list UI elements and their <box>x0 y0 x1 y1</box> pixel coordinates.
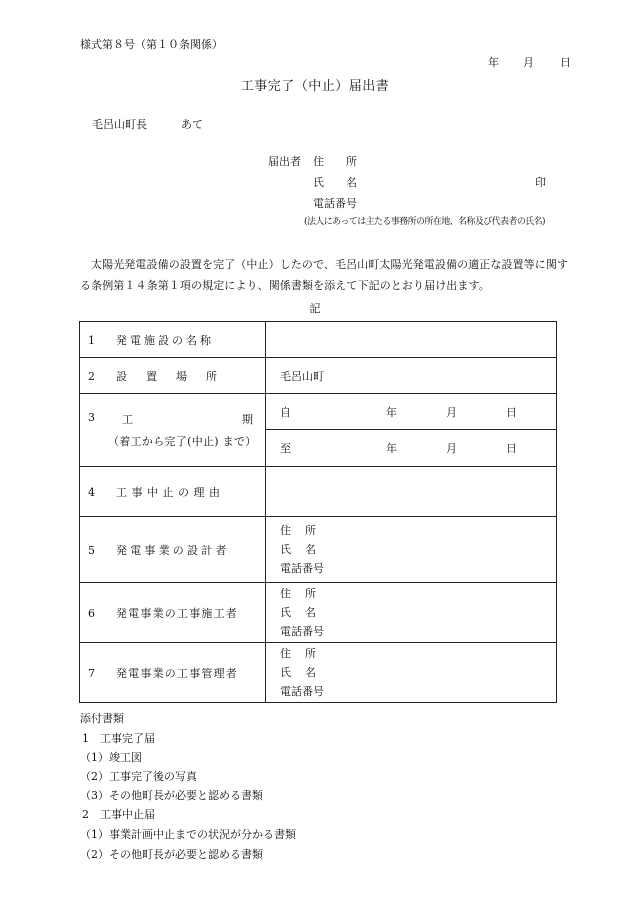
row-number: 5 <box>88 543 95 557</box>
facility-name-value[interactable] <box>266 322 557 358</box>
term-label-b: 期 <box>242 413 253 426</box>
row-number: 2 <box>88 369 95 383</box>
table-row <box>80 517 557 583</box>
table-row <box>80 322 557 358</box>
body-text: 太陽光発電設備の設置を完了（中止）したので、毛呂山町太陽光発電設備の適正な設置等に関する条例第１４条第１項の規定により、関係書類を添えて下記のとおり届け出ます。 <box>80 258 569 292</box>
attachment-item: 2 工事中止届 <box>82 808 155 821</box>
suspension-reason-value[interactable] <box>266 467 557 517</box>
contact-address-label: 住所 <box>280 587 330 600</box>
row-number: 6 <box>88 606 95 620</box>
form-number: 様式第８号（第１０条関係） <box>80 38 223 51</box>
term-end-cell[interactable] <box>266 430 557 467</box>
manager-label <box>80 643 266 703</box>
term-label <box>80 394 266 467</box>
term-end-month: 月 <box>446 442 457 455</box>
suspension-reason-label <box>80 467 266 517</box>
row-label: 発電事業の工事管理者 <box>116 666 238 680</box>
table-row <box>80 643 557 703</box>
designer-label <box>80 517 266 583</box>
term-start-cell[interactable] <box>266 394 557 430</box>
attachment-item: （3）その他町長が必要と認める書類 <box>80 789 263 802</box>
applicant-note: (法人にあっては主たる事務所の所在地、名称及び代表者の氏名) <box>304 217 545 227</box>
location-label <box>80 358 266 394</box>
designer-contact[interactable] <box>266 517 557 583</box>
row-label: 発電事業の設計者 <box>116 543 230 557</box>
attachment-item: （1）竣工図 <box>80 751 142 764</box>
table-row <box>80 583 557 643</box>
date-month-label: 月 <box>523 56 534 69</box>
addressee-suffix: あて <box>181 118 203 131</box>
attachment-item: （2）その他町長が必要と認める書類 <box>80 848 263 861</box>
contact-address-label: 住所 <box>280 647 330 660</box>
contact-name-label: 氏名 <box>280 606 330 619</box>
attachment-item: 1 工事完了届 <box>82 732 155 745</box>
addressee-name: 毛呂山町長 <box>92 118 147 131</box>
row-number: 4 <box>88 485 95 499</box>
contact-phone-label: 電話番号 <box>280 562 324 575</box>
term-start-month: 月 <box>446 405 457 419</box>
table-row <box>80 467 557 517</box>
document-title: 工事完了（中止）届出書 <box>240 79 390 94</box>
seal-mark: 印 <box>535 176 546 189</box>
facility-name-label <box>80 322 266 358</box>
location-value[interactable]: 毛呂山町 <box>266 358 557 394</box>
row-number: 3 <box>88 411 95 424</box>
contact-name-label: 氏名 <box>280 666 330 679</box>
contact-name-label: 氏名 <box>280 543 330 556</box>
row-label: 発電事業の工事施工者 <box>116 606 238 620</box>
term-to: 至 <box>280 442 291 455</box>
row-label: 工事中止の理由 <box>116 485 225 499</box>
contractor-label <box>80 583 266 643</box>
applicant-phone-label: 電話番号 <box>313 197 357 210</box>
row-label: 発電施設の名称 <box>116 333 214 347</box>
manager-contact[interactable] <box>266 643 557 703</box>
row-number: 1 <box>88 333 95 347</box>
row-label: 設 置 場 所 <box>116 369 221 383</box>
term-sublabel: （着工から完了(中止) まで） <box>108 435 257 448</box>
ki-heading: 記 <box>309 302 321 315</box>
date-year-label: 年 <box>488 56 499 69</box>
contact-address-label: 住所 <box>280 524 330 537</box>
term-from: 自 <box>280 405 291 419</box>
attachment-item: （2）工事完了後の写真 <box>80 770 197 783</box>
attachments-heading: 添付書類 <box>80 712 124 725</box>
contractor-contact[interactable] <box>266 583 557 643</box>
date-day-label: 日 <box>560 56 571 69</box>
submission-date <box>488 54 571 70</box>
row-number: 7 <box>88 666 95 680</box>
applicant-name-label: 氏 名 <box>313 176 357 189</box>
contact-phone-label: 電話番号 <box>280 685 324 698</box>
term-end-day: 日 <box>506 442 517 455</box>
table-row <box>80 394 557 430</box>
details-table <box>79 321 557 703</box>
attachment-item: （1）事業計画中止までの状況が分かる書類 <box>80 828 296 841</box>
table-row <box>80 358 557 394</box>
applicant-label: 届出者 <box>268 155 301 168</box>
term-start-year: 年 <box>386 405 397 419</box>
term-start-day: 日 <box>506 405 517 419</box>
term-end-year: 年 <box>386 442 397 455</box>
term-label-a: 工 <box>122 413 133 426</box>
applicant-address-label: 住 所 <box>313 155 357 168</box>
addressee <box>92 116 203 132</box>
contact-phone-label: 電話番号 <box>280 625 324 638</box>
